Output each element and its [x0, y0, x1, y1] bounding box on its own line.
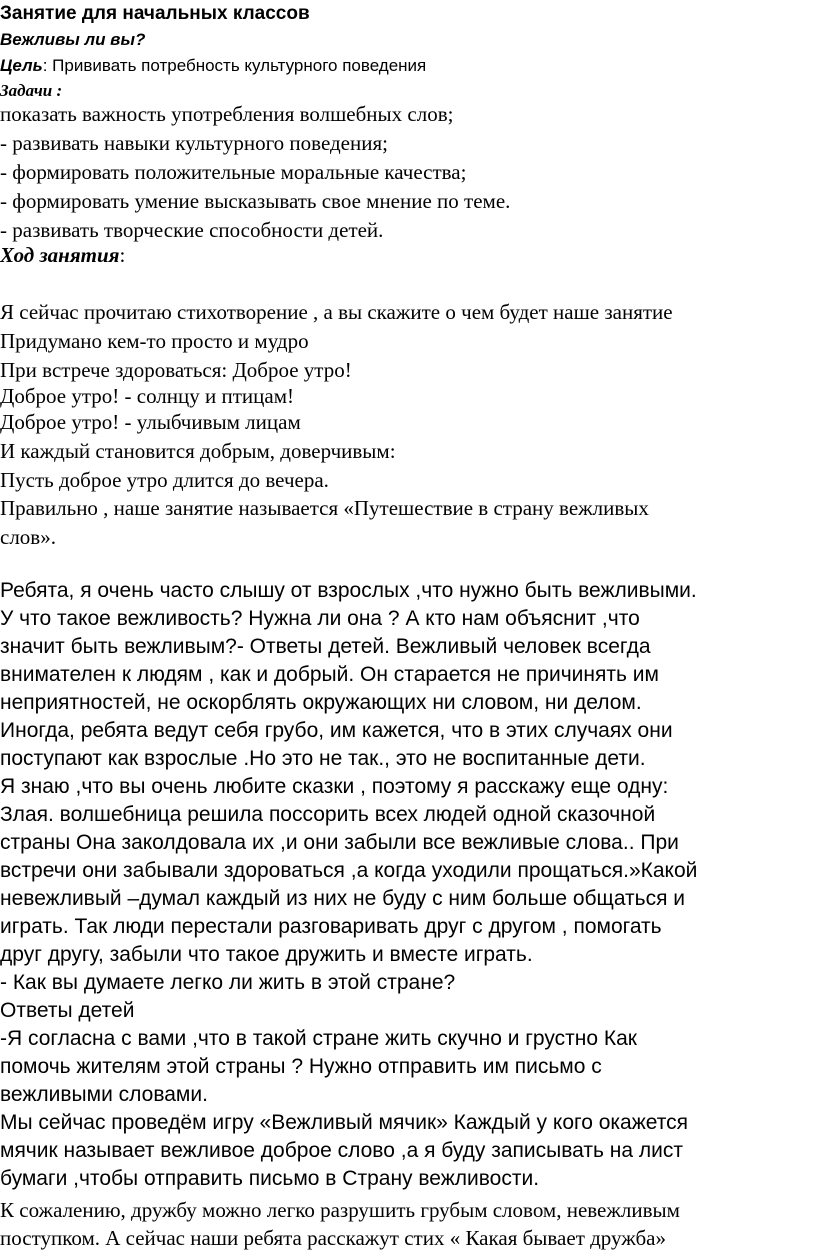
- goal-line: [0, 56, 426, 76]
- document-subtitle: Вежливы ли вы?: [0, 30, 146, 49]
- goal-text: : Прививать потребность культурного поведения: [42, 56, 427, 75]
- body-line: Злая. волшебница решила поссорить всех людей одной сказочной: [0, 803, 656, 826]
- body-line: мячик называет вежливое доброе слово ,а я буду записывать на лист: [0, 1139, 684, 1162]
- task-line: - развивать навыки культурного поведения;: [0, 131, 388, 155]
- poem-line: Пусть доброе утро длится до вечера.: [0, 468, 329, 492]
- poem-line: Доброе утро! - солнцу и птицам!: [0, 384, 294, 408]
- course-label: Ход занятия: [0, 243, 120, 267]
- poem-line: При встрече здороваться: Доброе утро!: [0, 358, 352, 382]
- body-line: -Я согласна с вами ,что в такой стране жить скучно и грустно Как: [0, 1027, 637, 1050]
- goal-label: Цель: [0, 56, 43, 75]
- task-line: - формировать положительные моральные качества;: [0, 160, 467, 184]
- body-line: друг другу, забыли что такое дружить и вместе играть.: [0, 943, 533, 966]
- body-line: бумаги ,чтобы отправить письмо в Страну вежливости.: [0, 1167, 540, 1190]
- body-line: играть. Так люди перестали разговаривать друг с другом , помогать: [0, 915, 662, 938]
- poem-line: Я сейчас прочитаю стихотворение , а вы скажите о чем будет наше занятие: [0, 300, 673, 324]
- body-line: значит быть вежливым?- Ответы детей. Вежливый человек всегда: [0, 635, 651, 658]
- course-colon: :: [119, 243, 126, 267]
- task-line: - развивать творческие способности детей.: [0, 218, 384, 242]
- tail-line: поступком. А сейчас наши ребята расскажут стих « Какая бывает дружба»: [0, 1226, 666, 1250]
- body-line: неприятностей, не оскорблять окружающих ни словом, ни делом.: [0, 691, 642, 714]
- body-line: встречи они забывали здороваться ,а когда уходили прощаться.»Какой: [0, 859, 698, 882]
- poem-line: Придумано кем-то просто и мудро: [0, 329, 309, 353]
- document-title: Занятие для начальных классов: [0, 3, 310, 24]
- poem-line: Правильно , наше занятие называется «Путешествие в страну вежливых: [0, 496, 649, 520]
- body-line: внимателен к людям , как и добрый. Он старается не причинять им: [0, 663, 659, 686]
- body-line: невежливый –думал каждый из них не буду с ним больше общаться и: [0, 887, 686, 910]
- body-line: Ответы детей: [0, 999, 135, 1022]
- poem-line: И каждый становится добрым, доверчивым:: [0, 439, 396, 463]
- task-line: - формировать умение высказывать свое мнение по теме.: [0, 189, 511, 213]
- body-line: У что такое вежливость? Нужна ли она ? А кто нам объяснит ,что: [0, 607, 640, 630]
- body-line: страны Она заколдовала их ,и они забыли все вежливые слова.. При: [0, 831, 679, 854]
- course-heading: [0, 243, 125, 268]
- poem-line: слов».: [0, 525, 56, 549]
- body-line: Я знаю ,что вы очень любите сказки , поэтому я расскажу еще одну:: [0, 775, 669, 798]
- body-line: Ребята, я очень часто слышу от взрослых ,что нужно быть вежливыми.: [0, 579, 697, 602]
- poem-line: Доброе утро! - улыбчивым лицам: [0, 410, 301, 434]
- body-line: вежливыми словами.: [0, 1083, 208, 1106]
- body-line: помочь жителям этой страны ? Нужно отправить им письмо с: [0, 1055, 602, 1078]
- body-line: Иногда, ребята ведут себя грубо, им кажется, что в этих случаях они: [0, 719, 673, 742]
- body-line: Мы сейчас проведём игру «Вежливый мячик» Каждый у кого окажется: [0, 1111, 688, 1134]
- body-line: - Как вы думаете легко ли жить в этой стране?: [0, 971, 456, 994]
- task-line: показать важность употребления волшебных слов;: [0, 102, 454, 126]
- tasks-label: Задачи :: [0, 81, 63, 100]
- tail-line: К сожалению, дружбу можно легко разрушить грубым словом, невежливым: [0, 1198, 680, 1222]
- body-line: поступают как взрослые .Но это не так., это не воспитанные дети.: [0, 747, 646, 770]
